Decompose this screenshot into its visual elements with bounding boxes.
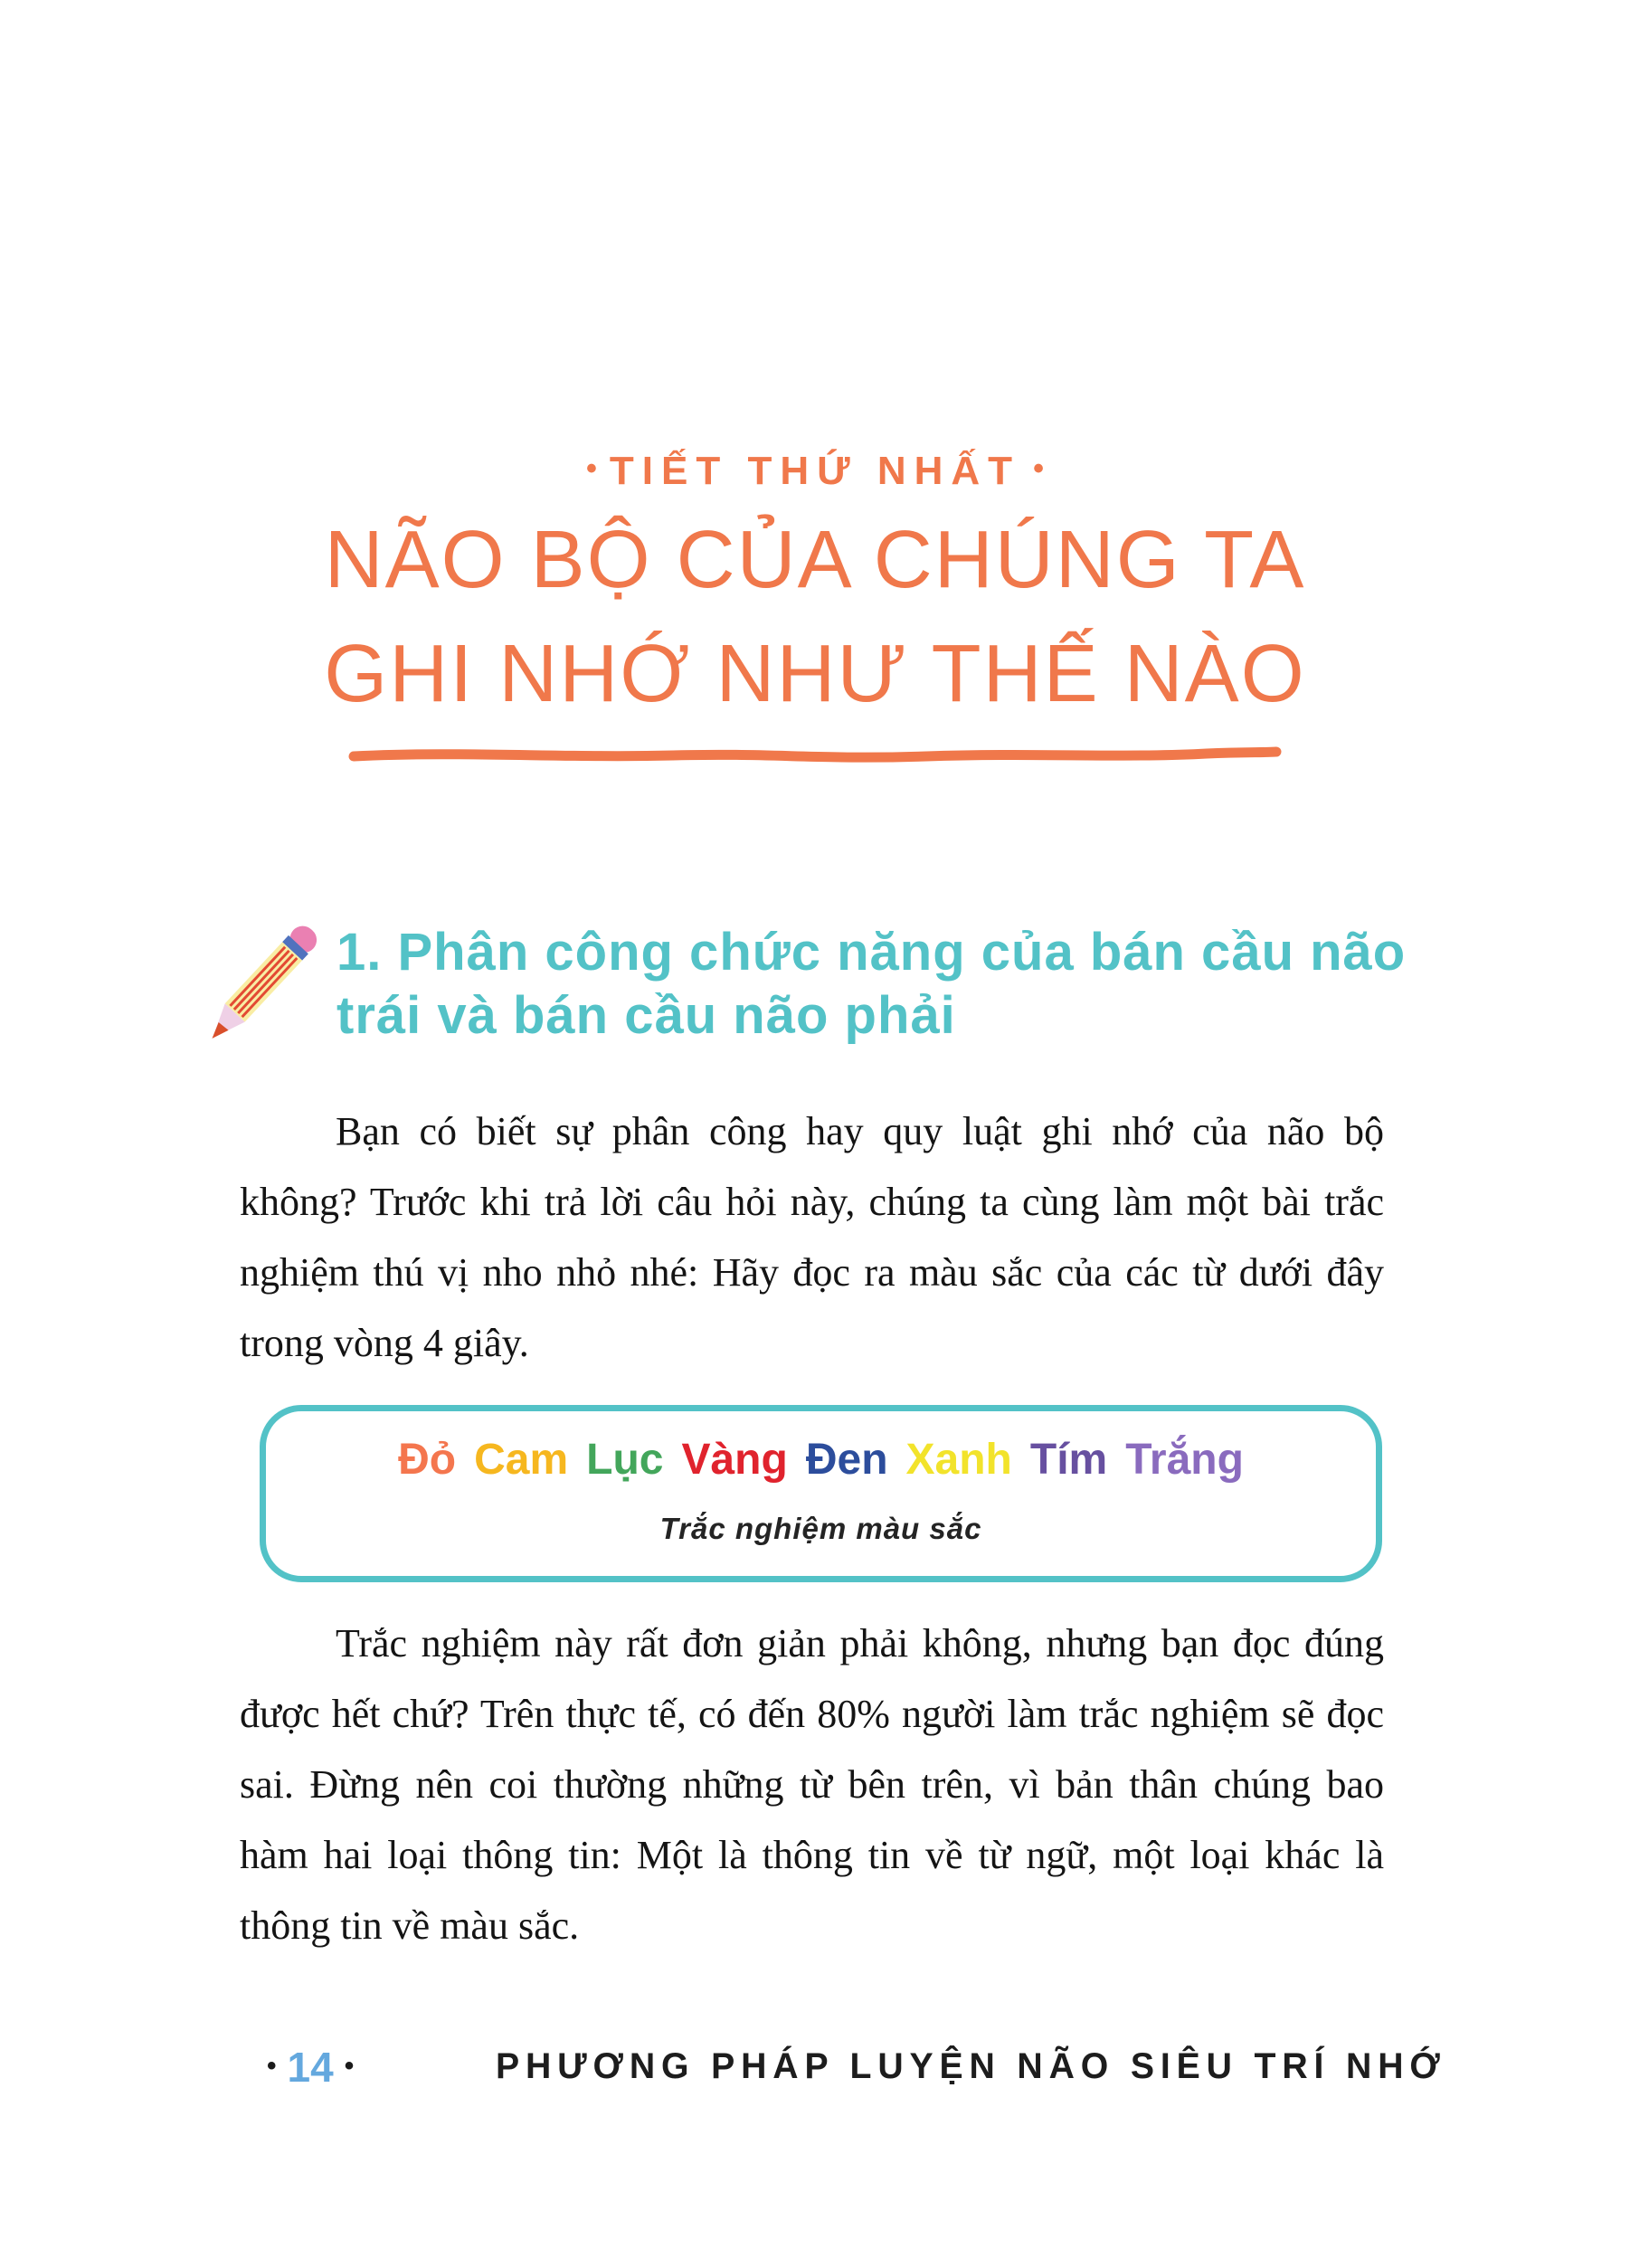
- color-word: Trắng: [1125, 1436, 1244, 1484]
- title-underline: [347, 742, 1283, 765]
- color-word: Xanh: [905, 1436, 1012, 1484]
- section-heading-line1: 1. Phân công chức năng của bán cầu não: [336, 923, 1407, 982]
- footer-left-dot-icon: •: [267, 2051, 277, 2081]
- chapter-title: [0, 503, 1630, 731]
- chapter-section-label: [0, 449, 1630, 494]
- body-paragraph-2: Trắc nghiệm này rất đơn giản phải không, nhưng bạn đọc đúng được hết chứ? Trên thực tế, có đến 80% người làm trắc nghiệm sẽ đọc sai. Đừng nên coi thường những từ bên trên, vì bản thân chúng bao hàm hai loại thông tin: Một là thông tin về từ ngữ, một loại khác là thông tin về màu sắc.: [240, 1621, 1384, 1948]
- label-left-dot-icon: •: [586, 451, 597, 486]
- pencil-icon: [181, 905, 342, 1064]
- section-heading-line2: trái và bán cầu não phải: [336, 986, 956, 1045]
- page-number: 14: [287, 2044, 334, 2091]
- footer-book-title: PHƯƠNG PHÁP LUYỆN NÃO SIÊU TRÍ NHỚ: [496, 2046, 1446, 2086]
- color-word: Đen: [805, 1436, 888, 1484]
- label-right-dot-icon: •: [1033, 451, 1044, 486]
- body-paragraph-1: Bạn có biết sự phân công hay quy luật ghi nhớ của não bộ không? Trước khi trả lời câu hỏi này, chúng ta cùng làm một bài trắc nghiệm thú vị nho nhỏ nhé: Hãy đọc ra màu sắc của các từ dưới đây trong vòng 4 giây.: [240, 1109, 1384, 1365]
- color-word: Lục: [586, 1436, 664, 1484]
- footer-page-number: [256, 2043, 365, 2092]
- chapter-title-line1: NÃO BỘ CỦA CHÚNG TA: [324, 515, 1306, 605]
- chapter-title-line2: GHI NHỚ NHƯ THẾ NÀO: [324, 629, 1306, 719]
- color-word: Tím: [1029, 1436, 1108, 1484]
- color-word: Cam: [474, 1436, 569, 1484]
- section-label-text: TIẾT THỨ NHẤT: [609, 449, 1021, 493]
- section-heading: [336, 921, 1406, 1048]
- color-test-caption: Trắc nghiệm màu sắc: [659, 1512, 982, 1545]
- footer-right-dot-icon: •: [344, 2051, 355, 2081]
- color-test-box: [260, 1405, 1382, 1582]
- color-word: Đỏ: [398, 1436, 457, 1484]
- color-test-words: [389, 1435, 1253, 1485]
- color-word: Vàng: [681, 1436, 788, 1484]
